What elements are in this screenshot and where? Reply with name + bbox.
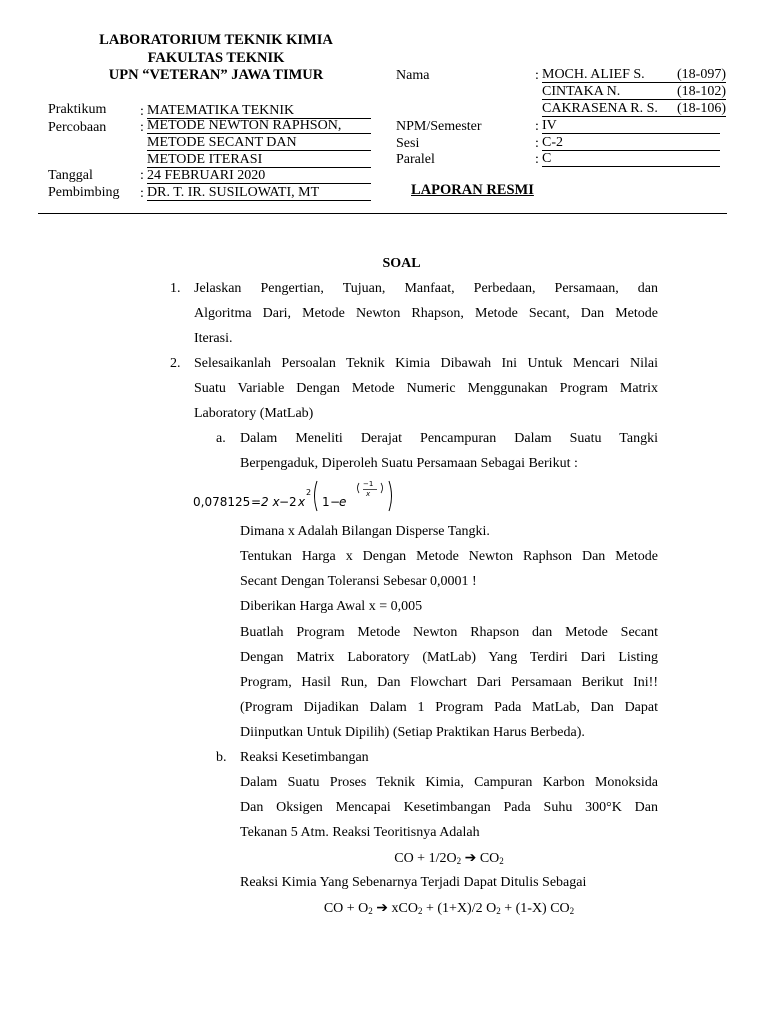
r2-product-3: + (1-X) CO (500, 901, 570, 916)
qa-d6: Dengan Matrix Laboratory (MatLab) Yang Terdiri Dari Listing (240, 650, 658, 665)
nama-row-3 (542, 102, 726, 117)
r2-arrow-icon: ➔ (376, 901, 389, 916)
r2-sub-1: 2 (368, 906, 373, 916)
r2-sub-2: 2 (417, 906, 423, 916)
q1-number: 1. (170, 281, 181, 296)
eq-exp-num: −1 (363, 480, 374, 488)
qb-line-1: Dalam Suatu Proses Teknik Kimia, Campuran Karbon Monoksida (240, 775, 658, 790)
sesi-value: C-2 (542, 136, 720, 151)
r1-sub-1: 2 (456, 856, 462, 866)
nama-3-name: CAKRASENA R. S. (542, 101, 658, 116)
faculty-title: FAKULTAS TEKNIK (147, 50, 285, 66)
paralel-label: Paralel (396, 152, 435, 167)
percobaan-colon: : (140, 120, 144, 135)
reaction-theoretical (0, 850, 768, 867)
tanggal-label: Tanggal (48, 168, 93, 183)
pembimbing-colon: : (140, 186, 144, 201)
nama-row-2 (542, 85, 726, 100)
percobaan-value-3: METODE ITERASI (147, 153, 371, 168)
q2-number: 2. (170, 356, 181, 371)
qb-title: Reaksi Kesetimbangan (240, 750, 369, 765)
qb-line-2: Dan Oksigen Mencapai Kesetimbangan Pada Suhu 300°K Dan (240, 800, 658, 815)
qa-d1: Dimana x Adalah Bilangan Disperse Tangki. (240, 524, 490, 539)
paralel-value: C (542, 152, 720, 167)
qa-letter: a. (216, 431, 226, 446)
reaction-actual (0, 900, 768, 917)
eq-x: x (298, 495, 306, 509)
qa-d9: Diinputkan Untuk Dipilih) (Setiap Praktikan Harus Berbeda). (240, 725, 585, 740)
nama-3-npm: (18-106) (677, 101, 726, 116)
eq-2x: 2 x (261, 495, 280, 509)
soal-title: SOAL (382, 256, 421, 271)
tanggal-value: 24 FEBRUARI 2020 (147, 169, 371, 184)
eq-minus: − (279, 495, 290, 509)
q2-line-1: Selesaikanlah Persoalan Teknik Kimia Dibawah Ini Untuk Mencari Nilai (194, 356, 658, 371)
nama-2-npm: (18-102) (677, 84, 726, 99)
r2-reactants: CO + O (323, 901, 369, 916)
qb-line-4: Reaksi Kimia Yang Sebenarnya Terjadi Dapat Ditulis Sebagai (240, 875, 587, 890)
r2-product-2: + (1+X)/2 O (422, 901, 497, 916)
praktikum-colon: : (140, 104, 144, 119)
header-divider (38, 213, 727, 214)
eq-one: 1 (322, 495, 330, 509)
nama-label: Nama (396, 68, 430, 83)
r2-product-1: xCO (391, 901, 418, 916)
eq-minus-2: − (330, 495, 341, 509)
qa-d4: Diberikan Harga Awal x = 0,005 (240, 599, 423, 614)
q2-line-2: Suatu Variable Dengan Metode Numeric Menggunakan Program Matrix (194, 381, 658, 396)
nama-2-name: CINTAKA N. (542, 84, 621, 99)
sesi-colon: : (535, 136, 539, 151)
nama-colon: : (535, 68, 539, 83)
eq-e: e (339, 495, 347, 509)
q1-line-3: Iterasi. (194, 331, 233, 346)
university-title: UPN “VETERAN” JAWA TIMUR (108, 67, 324, 83)
q1-line-1: Jelaskan Pengertian, Tujuan, Manfaat, Perbedaan, Persamaan, dan (194, 281, 658, 296)
qa-d8: (Program Dijadikan Dalam 1 Program Pada MatLab, Dan Dapat (240, 700, 658, 715)
r1-sub-2: 2 (499, 856, 504, 866)
nama-row-1 (542, 68, 726, 83)
praktikum-value: MATEMATIKA TEKNIK (147, 104, 371, 119)
npm-colon: : (535, 119, 539, 134)
q1-line-2: Algoritma Dari, Metode Newton Rhapson, Metode Secant, Dan Metode (194, 306, 658, 321)
qa-d2: Tentukan Harga x Dengan Metode Newton Raphson Dan Metode (240, 549, 658, 564)
nama-1-npm: (18-097) (677, 67, 726, 82)
r1-arrow-icon: ➔ (464, 851, 477, 866)
praktikum-label: Praktikum (48, 102, 107, 117)
r2-sub-4: 2 (569, 906, 575, 916)
eq-equals: = (251, 495, 262, 509)
eq-coef-2: 2 (289, 495, 297, 509)
percobaan-label: Percobaan (48, 120, 107, 135)
pembimbing-value: DR. T. IR. SUSILOWATI, MT (147, 186, 371, 201)
eq-exp-2: 2 (306, 488, 312, 497)
qa-line-2: Berpengaduk, Diperoleh Suatu Persamaan Sebagai Berikut : (240, 456, 578, 471)
qa-line-1: Dalam Meneliti Derajat Pencampuran Dalam Suatu Tangki (240, 431, 658, 446)
qb-line-3: Tekanan 5 Atm. Reaksi Teoritisnya Adalah (240, 825, 480, 840)
qb-letter: b. (216, 750, 227, 765)
q2-line-3: Laboratory (MatLab) (194, 406, 314, 421)
qa-d7: Program, Hasil Run, Dan Flowchart Dari Persamaan Berikut Ini!! (240, 675, 658, 690)
paralel-colon: : (535, 152, 539, 167)
r2-sub-3: 2 (496, 906, 501, 916)
r1-product: CO (479, 851, 500, 866)
percobaan-value-2: METODE SECANT DAN (147, 136, 371, 151)
lab-title: LABORATORIUM TEKNIK KIMIA (99, 32, 333, 48)
tanggal-colon: : (140, 168, 144, 183)
eq-lhs: 0,078125 (193, 495, 251, 509)
laporan-title: LAPORAN RESMI (411, 182, 534, 198)
npm-value: IV (542, 119, 720, 134)
pembimbing-label: Pembimbing (48, 185, 120, 200)
r1-reactants: CO + 1/2O (394, 851, 457, 866)
qa-d5: Buatlah Program Metode Newton Rhapson dan Metode Secant (240, 625, 658, 640)
qa-d3: Secant Dengan Toleransi Sebesar 0,0001 ! (240, 574, 477, 589)
nama-1-name: MOCH. ALIEF S. (542, 67, 645, 82)
eq-exp-den: x (366, 490, 371, 498)
percobaan-value-1: METODE NEWTON RAPHSON, (147, 119, 371, 134)
sesi-label: Sesi (396, 136, 420, 151)
npm-label: NPM/Semester (396, 119, 482, 134)
equation (193, 479, 393, 513)
